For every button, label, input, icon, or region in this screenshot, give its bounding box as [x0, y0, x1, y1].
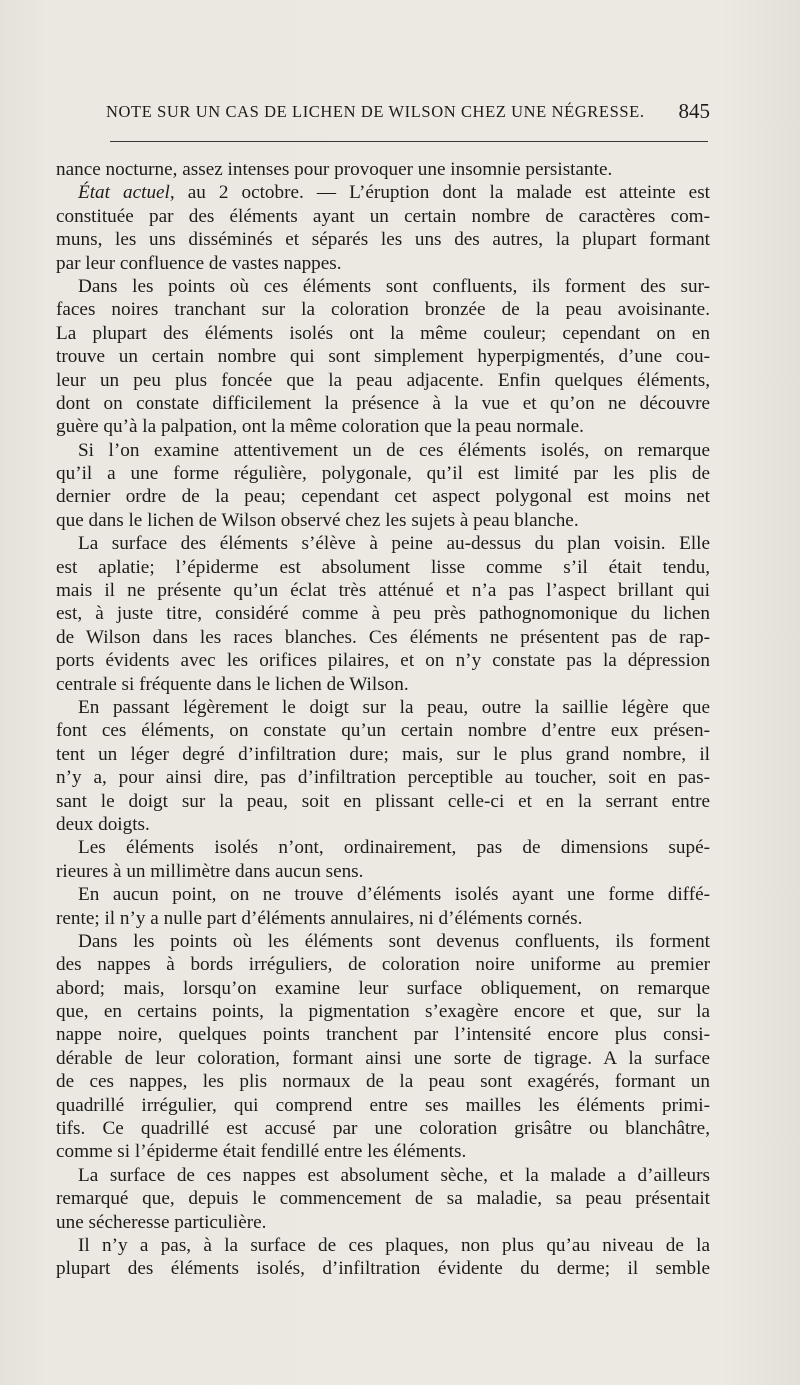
text-line: une sécheresse particulière. [56, 1211, 267, 1233]
text-line: de Wilson dans les races blanches. Ces éléments ne présentent pas de rap- [56, 626, 710, 648]
text-line: La surface de ces nappes est absolument sèche, et la malade a d’ailleurs [78, 1164, 710, 1186]
text-line: tifs. Ce quadrillé est accusé par une coloration grisâtre ou blanchâtre, [56, 1118, 710, 1140]
paragraph [56, 836, 710, 883]
text-line: deux doigts. [56, 813, 150, 835]
text-line: mais il ne présente qu’un éclat très atténué et n’a pas l’aspect brillant qui [56, 580, 710, 602]
text-line: constituée par des éléments ayant un certain nombre de caractères com- [56, 205, 710, 227]
text-line: quadrillé irrégulier, qui comprend entre ses mailles les éléments primi- [56, 1094, 710, 1116]
body-text [56, 158, 710, 1281]
text-line: n’y a, pour ainsi dire, pas d’infiltration perceptible au toucher, soit en pas- [56, 767, 710, 789]
paragraph [56, 532, 710, 696]
paragraph [56, 1164, 710, 1234]
text-line: Si l’on examine attentivement un de ces éléments isolés, on remarque [78, 439, 710, 461]
text-line: muns, les uns disséminés et séparés les uns des autres, la plupart formant [56, 229, 710, 251]
text-line: La surface des éléments s’élève à peine au-dessus du plan voisin. Elle [78, 533, 710, 555]
running-head [56, 99, 710, 130]
paragraph [56, 275, 710, 439]
text-line: que dans le lichen de Wilson observé chez les sujets à peau blanche. [56, 509, 579, 531]
header-rule [110, 141, 708, 142]
text-line: Les éléments isolés n’ont, ordinairement, pas de dimensions supé- [78, 837, 710, 859]
text-line: Il n’y a pas, à la surface de ces plaques, non plus qu’au niveau de la [78, 1234, 710, 1256]
text-line: nance nocturne, assez intenses pour provoquer une insomnie persistante. [56, 159, 613, 180]
text-line: centrale si fréquente dans le lichen de Wilson. [56, 673, 409, 695]
text-line: plupart des éléments isolés, d’infiltration évidente du derme; il semble [56, 1258, 710, 1280]
text-line: En aucun point, on ne trouve d’éléments isolés ayant une forme diffé- [78, 884, 710, 906]
text-line: dernier ordre de la peau; cependant cet aspect polygonal est moins net [56, 486, 710, 508]
text-line: rieures à un millimètre dans aucun sens. [56, 860, 364, 882]
text-line: ports évidents avec les orifices pilaires, et on n’y constate pas la dépression [56, 650, 710, 672]
text-line: abord; mais, lorsqu’on examine leur surface obliquement, on remarque [56, 977, 710, 999]
page-number: 845 [678, 99, 710, 123]
text-line: sant le doigt sur la peau, soit en plissant celle-ci et en la serrant entre [56, 790, 710, 812]
text-line: En passant légèrement le doigt sur la peau, outre la saillie légère que [78, 696, 710, 718]
text-line: guère qu’à la palpation, ont la même coloration que la peau normale. [56, 416, 584, 438]
paragraph [56, 883, 710, 930]
text-line: nappe noire, quelques points tranchent par l’intensité encore plus consi- [56, 1024, 710, 1046]
text-line: remarqué que, depuis le commencement de sa maladie, sa peau présentait [56, 1188, 710, 1210]
text-line: comme si l’épiderme était fendillé entre les éléments. [56, 1141, 467, 1163]
paragraph [56, 696, 710, 836]
text-line: de ces nappes, les plis normaux de la peau sont exagérés, formant un [56, 1071, 710, 1093]
paragraph [56, 439, 710, 533]
text-line: Dans les points où ces éléments sont confluents, ils forment des sur- [78, 275, 710, 297]
text-line: tent un léger degré d’infiltration dure; mais, sur le plus grand nombre, il [56, 743, 710, 765]
text-line: par leur confluence de vastes nappes. [56, 252, 342, 274]
text-line: Dans les points où les éléments sont devenus confluents, ils forment [78, 930, 710, 952]
text-line: dont on constate difficilement la présence à la vue et qu’on ne découvre [56, 392, 710, 414]
paragraph [56, 181, 710, 275]
text-line: qu’il a une forme régulière, polygonale, qu’il est limité par les plis de [56, 463, 710, 485]
text-line: est, à juste titre, considéré comme à peu près pathognomonique du lichen [56, 603, 710, 625]
text-line: leur un peu plus foncée que la peau adjacente. Enfin quelques éléments, [56, 369, 710, 391]
text-line: dérable de leur coloration, formant ainsi une sorte de tigrage. A la surface [56, 1047, 710, 1069]
section-lead-italic: État actuel [78, 182, 170, 204]
text-line: faces noires tranchant sur la coloration bronzée de la peau avoisinante. [56, 299, 710, 321]
text-line: rente; il n’y a nulle part d’éléments annulaires, ni d’éléments cornés. [56, 907, 583, 929]
text-line: que, en certains points, la pigmentation s’exagère encore et que, sur la [56, 1001, 710, 1023]
text-line: La plupart des éléments isolés ont la même couleur; cependant on en [56, 322, 710, 344]
text-line: font ces éléments, on constate qu’un certain nombre d’entre eux présen- [56, 720, 710, 742]
paragraph [56, 158, 710, 181]
text-line: des nappes à bords irréguliers, de coloration noire uniforme au premier [56, 954, 710, 976]
paragraph [56, 1234, 710, 1281]
text-line: est aplatie; l’épiderme est absolument lisse comme s’il était tendu, [56, 556, 710, 578]
text-line: trouve un certain nombre qui sont simplement hyperpigmentés, d’une cou- [56, 346, 710, 368]
paragraph [56, 930, 710, 1164]
running-title: NOTE SUR UN CAS DE LICHEN DE WILSON CHEZ UNE NÉGRESSE. [106, 102, 645, 121]
text-line: État actuel, au 2 octobre. — L’éruption dont la malade est atteinte est [78, 182, 710, 204]
